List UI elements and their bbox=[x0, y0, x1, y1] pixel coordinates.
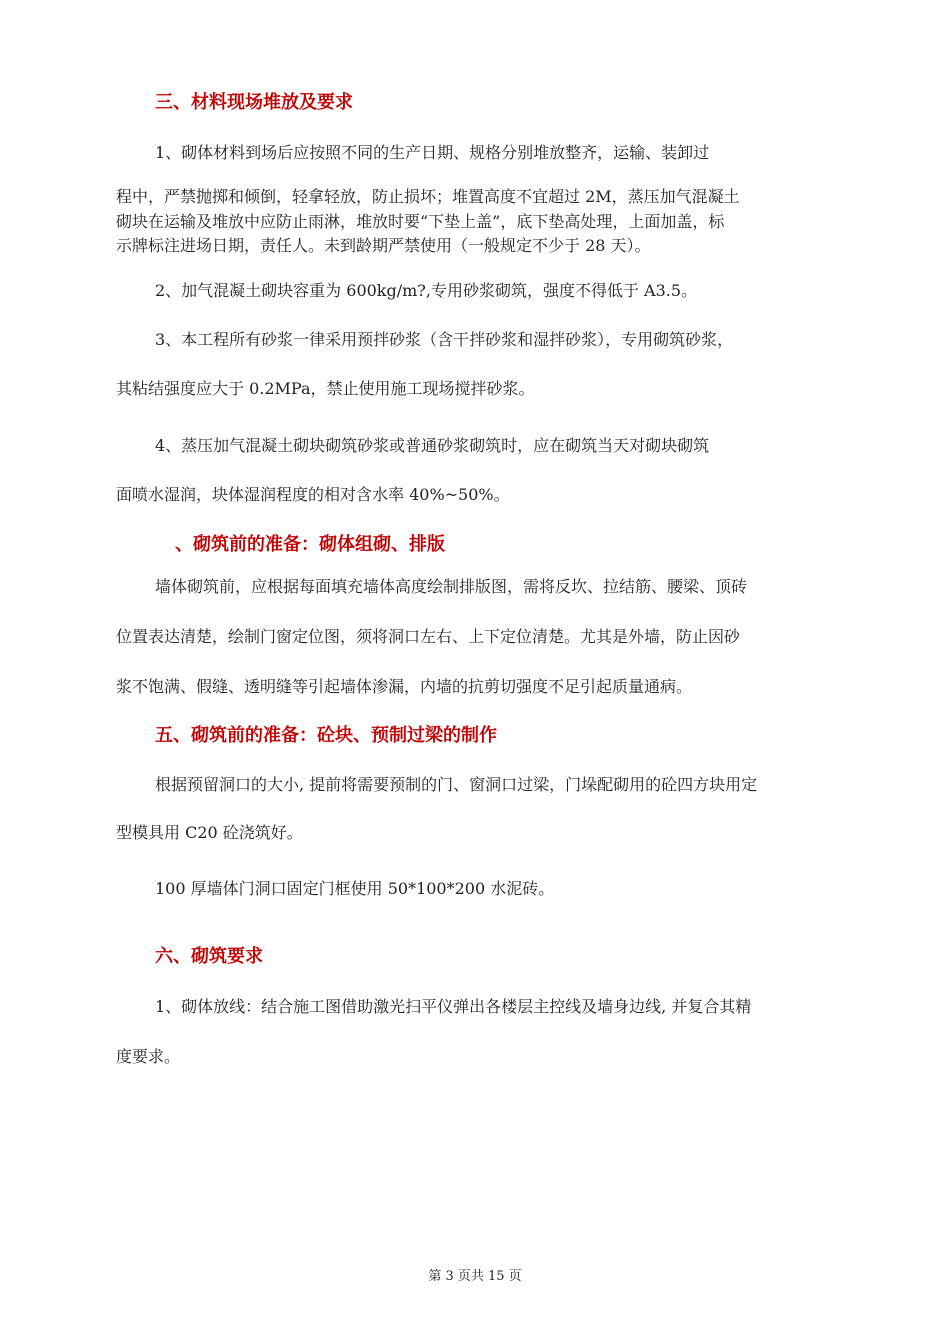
paragraph-line: 1、砌体放线：结合施工图借助激光扫平仪弹出各楼层主控线及墙身边线, 并复合其精 bbox=[155, 997, 752, 1016]
paragraph-line: 1、砌体材料到场后应按照不同的生产日期、规格分别堆放整齐，运输、装卸过 bbox=[155, 143, 710, 162]
paragraph-line: 型模具用 C20 砼浇筑好。 bbox=[116, 823, 303, 842]
section-heading-6: 六、砌筑要求 bbox=[155, 946, 263, 967]
paragraph-line: 墙体砌筑前，应根据每面填充墙体高度绘制排版图，需将反坎、拉结筋、腰梁、顶砖 bbox=[155, 577, 748, 596]
paragraph-line: 砌块在运输及堆放中应防止雨淋，堆放时要“下垫上盖”，底下垫高处理，上面加盖，标 bbox=[116, 212, 725, 231]
paragraph-line: 程中，严禁抛掷和倾倒，轻拿轻放，防止损坏；堆置高度不宜超过 2M，蒸压加气混凝土 bbox=[116, 187, 740, 206]
paragraph-line: 面喷水湿润，块体湿润程度的相对含水率 40%~50%。 bbox=[116, 485, 510, 504]
section-heading-3: 三、材料现场堆放及要求 bbox=[155, 92, 353, 113]
paragraph-line: 度要求。 bbox=[116, 1047, 181, 1066]
page-number-footer: 第 3 页共 15 页 bbox=[428, 1269, 522, 1284]
paragraph-line: 4、蒸压加气混凝土砌块砌筑砂浆或普通砂浆砌筑时，应在砌筑当天对砌块砌筑 bbox=[155, 436, 710, 455]
section-heading-5: 五、砌筑前的准备：砼块、预制过梁的制作 bbox=[155, 725, 497, 746]
paragraph-line: 位置表达清楚，绘制门窗定位图，须将洞口左右、上下定位清楚。尤其是外墙，防止因砂 bbox=[116, 627, 741, 646]
paragraph-line: 示牌标注进场日期，责任人。未到龄期严禁使用（一般规定不少于 28 天）。 bbox=[116, 236, 651, 255]
paragraph-line: 100 厚墙体门洞口固定门框使用 50*100*200 水泥砖。 bbox=[155, 879, 555, 898]
paragraph-line: 根据预留洞口的大小, 提前将需要预制的门、窗洞口过梁，门垛配砌用的砼四方块用定 bbox=[155, 775, 758, 794]
paragraph-line: 其粘结强度应大于 0.2MPa，禁止使用施工现场搅拌砂浆。 bbox=[116, 379, 535, 398]
paragraph-line: 2、加气混凝土砌块容重为 600kg/m?,专用砂浆砌筑，强度不得低于 A3.5。 bbox=[155, 281, 698, 300]
paragraph-line: 3、本工程所有砂浆一律采用预拌砂浆（含干拌砂浆和湿拌砂浆），专用砌筑砂浆， bbox=[155, 330, 734, 349]
paragraph-line: 浆不饱满、假缝、透明缝等引起墙体渗漏，内墙的抗剪切强度不足引起质量通病。 bbox=[116, 677, 693, 696]
section-heading-4: 、砌筑前的准备：砌体组砌、排版 bbox=[175, 534, 445, 555]
